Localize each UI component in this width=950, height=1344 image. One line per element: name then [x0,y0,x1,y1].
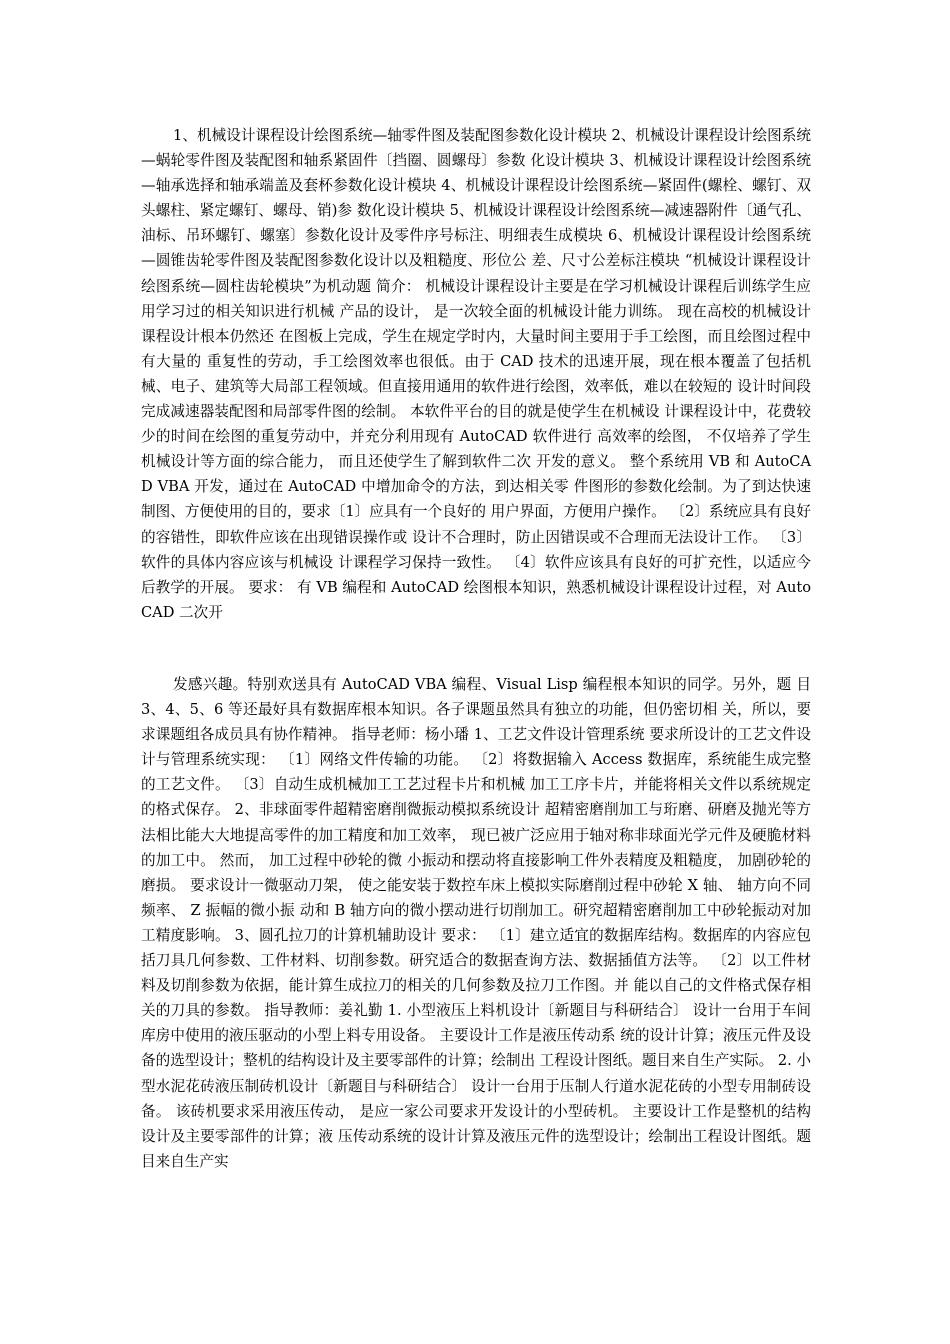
body-paragraph-1: 1、机械设计课程设计绘图系统—轴零件图及装配图参数化设计模块 2、机械设计课程设计绘图系统—蜗轮零件图及装配图和轴系紧固件〔挡圈、圆螺母〕参数 化设计模块 3、机械设计课程设计绘图系统—轴承选择和轴承端盖及套杯参数化设计模块 4、机械设计课程设计绘图系统—紧固件(螺栓、螺钉、双头螺柱、紧定螺钉、螺母、销)参 数化设计模块 5、机械设计课程设计绘图系统—减速器附件〔通气孔、油标、吊环螺钉、螺塞〕参数化设计及零件序号标注、明细表生成模块 6、机械设计课程设计绘图系统—圆锥齿轮零件图及装配图参数化设计以及粗糙度、形位公 差、尺寸公差标注模块 “机械设计课程设计绘图系统—圆柱齿轮模块”为机动题 简介： 机械设计课程设计主要是在学习机械设计课程后训练学生应用学习过的相关知识进行机械 产品的设计， 是一次较全面的机械设计能力训练。 现在高校的机械设计课程设计根本仍然还 在图板上完成，学生在规定学时内，大量时间主要用于手工绘图，而且绘图过程中有大量的 重复性的劳动，手工绘图效率也很低。由于 CAD 技术的迅速开展，现在根本覆盖了包括机 械、电子、建筑等大局部工程领域。但直接用通用的软件进行绘图，效率低，难以在较短的 设计时间段完成减速器装配图和局部零件图的绘制。 本软件平台的目的就是使学生在机械设 计课程设计中，花费较少的时间在绘图的重复劳动中，并充分利用现有 AutoCAD 软件进行 高效率的绘图， 不仅培养了学生机械设计等方面的综合能力， 而且还使学生了解到软件二次 开发的意义。 整个系统用 VB 和 AutoCAD VBA 开发，通过在 AutoCAD 中增加命令的方法，到达相关零 件图形的参数化绘制。为了到达快速制图、方便使用的目的，要求〔1〕应具有一个良好的 用户界面，方便用户操作。 〔2〕系统应具有良好的容错性，即软件应该在出现错误操作或 设计不合理时，防止因错误或不合理而无法设计工作。 〔3〕软件的具体内容应该与机械设 计课程学习保持一致性。 〔4〕软件应该具有良好的可扩充性，以适应今后教学的开展。 要求： 有 VB 编程和 AutoCAD 绘图根本知识，熟悉机械设计课程设计过程，对 AutoCAD 二次开 [141,127,811,621]
body-paragraph-2: 发感兴趣。特别欢送具有 AutoCAD VBA 编程、Visual Lisp 编程根本知识的同学。另外，题 目 3、4、5、6 等还最好具有数据库根本知识。各子课题虽然具有独立的功能，但仍密切相 关，所以，要求课题组各成员具有协作精神。 指导老师：杨小璠 1、工艺文件设计管理系统 要求所设计的工艺文件设计与管理系统实现： 〔1〕网络文件传输的功能。 〔2〕将数据输入 Access 数据库，系统能生成完整的工艺文件。 〔3〕自动生成机械加工工艺过程卡片和机械 加工工序卡片，并能将相关文件以系统规定的格式保存。 2、非球面零件超精密磨削微振动模拟系统设计 超精密磨削加工与珩磨、研磨及抛光等方法相比能大大地提高零件的加工精度和加工效率， 现已被广泛应用于轴对称非球面光学元件及硬脆材料的加工中。 然而， 加工过程中砂轮的微 小振动和摆动将直接影响工件外表精度及粗糙度， 加剧砂轮的磨损。 要求设计一微驱动刀架， 使之能安装于数控车床上模拟实际磨削过程中砂轮 X 轴、 轴方向不同频率、 Z 振幅的微小振 动和 B 轴方向的微小摆动进行切削加工。研究超精密磨削加工中砂轮振动对加工精度影响。 3、圆孔拉刀的计算机辅助设计 要求： 〔1〕建立适宜的数据库结构。数据库的内容应包括刀具几何参数、工件材料、切削参数。研究适合的数据查询方法、数据插值方法等。 〔2〕以工件材料及切削参数为依据，能计算生成拉刀的相关的几何参数及拉刀工作图。并 能以自己的文件格式保存相关的刀具的参数。 指导教师：姜礼勤 1. 小型液压上料机设计〔新题目与科研结合〕 设计一台用于车间库房中使用的液压驱动的小型上料专用设备。 主要设计工作是液压传动系 统的设计计算；液压元件及设备的选型设计；整机的结构设计及主要零部件的计算；绘制出 工程设计图纸。题目来自生产实际。 2. 小型水泥花砖液压制砖机设计〔新题目与科研结合〕 设计一台用于压制人行道水泥花砖的小型专用制砖设备。 该砖机要求采用液压传动， 是应一家公司要求开发设计的小型砖机。 主要设计工作是整机的结构设计及主要零部件的计算；液 压传动系统的设计计算及液压元件的选型设计；绘制出工程设计图纸。题目来自生产实 [141,676,811,1170]
